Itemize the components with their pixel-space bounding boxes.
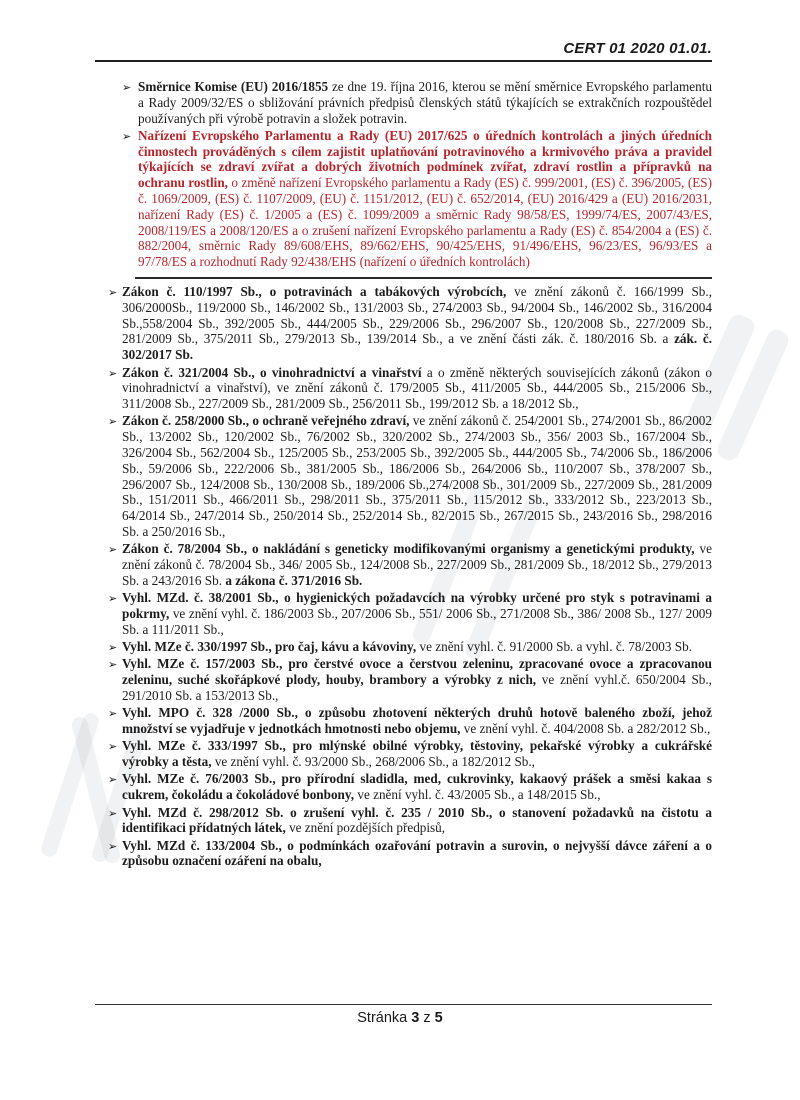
text-run: ve znění vyhl. č. 404/2008 Sb. a 282/2012 Sb., xyxy=(460,721,711,737)
arrow-bullet-icon: ➢ xyxy=(122,129,132,143)
list-item xyxy=(108,771,712,803)
text-run: ve znění pozdějších předpisů, xyxy=(285,820,446,836)
text-run: zák. č. 302/2017 Sb. xyxy=(122,331,712,363)
text-run: a o změně některých souvisejících zákonů (zákon o vinohradnictví a vinařství), ve znění zákonů č. 179/2005 Sb., 411/2005 Sb., 444/2005 Sb., 215/2006 Sb., 311/2008 Sb., 227/2009 Sb., 281/2009 Sb., 256/2011 Sb., 199/2012 Sb. a 18/2012 Sb., xyxy=(122,364,712,412)
list-item xyxy=(108,838,712,870)
text-run: Vyhl. MZd. č. 38/2001 Sb., o hygienických požadavcích na výrobky určené pro styk s potravinami a pokrmy, xyxy=(122,590,712,621)
list-item xyxy=(122,79,712,126)
list-item xyxy=(108,656,712,703)
header-doc-code: CERT 01 2020 01.01. xyxy=(563,40,712,57)
text-run: Vyhl. MZe č. 333/1997 Sb., pro mlýnské obilné výrobky, těstoviny, pekařské výrobky a cukrářské výrobky a těsta, xyxy=(122,738,712,770)
page-footer xyxy=(0,1010,800,1026)
text-run: Zákon č. 258/2000 Sb., o ochraně veřejného zdraví, xyxy=(122,413,410,429)
arrow-bullet-icon: ➢ xyxy=(108,366,118,380)
arrow-bullet-icon: ➢ xyxy=(108,839,118,853)
text-run: ve znění vyhl.č. 650/2004 Sb., 291/2010 Sb. a 153/2013 Sb., xyxy=(122,672,712,703)
footer-rule xyxy=(95,1004,712,1005)
page-word: Stránka xyxy=(357,1010,412,1026)
total-pages: 5 xyxy=(434,1010,443,1026)
text-run: ve znění vyhl. č. 93/2000 Sb., 268/2006 Sb., a 182/2012 Sb., xyxy=(211,754,535,770)
list-item xyxy=(108,805,712,837)
text-run: o změně nařízení Evropského parlamentu a Rady (ES) č. 999/2001, (ES) č. 396/2005, (ES) č. 1069/2009, (ES) č. 1107/2009, (EU) č. 1151/2012, (EU) č. 652/2014, (EU) 2016/429 a (EU) 2016/2031, nařízení Rady (ES) č. 1/2005 a (ES) č. 1099/2009 a směrnic Rady 98/58/ES, 1999/74/ES, 2007/43/ES, 2008/119/ES a 2008/120/ES a o zrušení nařízení Evropského parlamentu a Rady (ES) č. 854/2004 a (ES) č. 882/2004, směrnic Rady 89/608/EHS, 89/662/EHS, 90/425/EHS, 91/496/EHS, 96/23/ES, 96/93/ES a 97/78/ES a rozhodnutí Rady 92/438/EHS (nařízení o úředních kontrolách) xyxy=(138,175,712,270)
text-run: Nařízení Evropského Parlamentu a Rady (EU) 2017/625 o úředních kontrolách a jiných úředních činnostech prováděných s cílem zajistit uplatňování potravinového a krmivového práva a pravidel týkajících se zdraví zvířat a dobrých životních podmínek zvířat, zdraví rostlin a přípravků na ochranu rostlin, xyxy=(138,127,712,191)
arrow-bullet-icon: ➢ xyxy=(122,81,132,94)
list-item xyxy=(108,284,712,363)
header-rule xyxy=(95,60,712,62)
of-word: z xyxy=(419,1010,435,1026)
text-run: ve znění zákonů č. 166/1999 Sb., 306/2000Sb., 119/2000 Sb., 146/2002 Sb., 131/2003 Sb., 274/2003 Sb., 94/2004 Sb., 146/2002 Sb., 316/2004 Sb.,558/2004 Sb., 392/2005 Sb., 444/2005 Sb., 229/2006 Sb., 296/2007 Sb., 120/2008 Sb., 227/2009 Sb., 281/2009 Sb., 375/2011 Sb., 279/2013 Sb., 139/2014 Sb., a ve znění části zák. č. 180/2016 Sb. a xyxy=(122,284,712,347)
arrow-bullet-icon: ➢ xyxy=(108,592,118,606)
text-run: ve znění zákonů č. 254/2001 Sb., 274/2001 Sb., 86/2002 Sb., 13/2002 Sb., 120/2002 Sb., 76/2002 Sb., 320/2002 Sb., 274/2003 Sb., 356/ 2003 Sb., 167/2004 Sb., 326/2004 Sb., 562/2004 Sb., 125/2005 Sb., 253/2005 Sb., 392/2005 Sb., 444/2005 Sb., 74/2006 Sb., 186/2006 Sb., 59/2006 Sb., 222/2006 Sb., 381/2005 Sb., 186/2006 Sb., 264/2006 Sb., 110/2007 Sb., 378/2007 Sb., 296/2007 Sb., 124/2008 Sb., 130/2008 Sb., 189/2006 Sb.,274/2008 Sb., 301/2009 Sb., 227/2009 Sb., 281/2009 Sb., 151/2011 Sb., 466/2011 Sb., 298/2011 Sb., 375/2011 Sb., 115/2012 Sb., 333/2012 Sb., 223/2013 Sb., 64/2014 Sb., 247/2014 Sb., 250/2014 Sb., 252/2014 Sb., 82/2015 Sb., 267/2015 Sb., 243/2016 Sb., 298/2016 Sb. a 250/2016 Sb., xyxy=(122,413,712,540)
text-run: Zákon č. 321/2004 Sb., o vinohradnictví a vinařství xyxy=(122,364,422,380)
page-number: 3 xyxy=(411,1010,420,1026)
arrow-bullet-icon: ➢ xyxy=(108,707,118,721)
text-run: Zákon č. 110/1997 Sb., o potravinách a tabákových výrobcích, xyxy=(122,284,507,300)
page-content xyxy=(95,40,712,871)
text-run: Vyhl. MZd č. 133/2004 Sb., o podmínkách ozařování potravin a surovin, o nejvyšší dávce záření a o způsobu označení ozáření na obalu, xyxy=(122,837,712,869)
eu-legislation-list xyxy=(122,79,712,270)
list-item xyxy=(108,738,712,770)
text-run: ve znění vyhl. č. 91/2000 Sb. a vyhl. č. 78/2003 Sb. xyxy=(416,639,693,655)
text-run: Vyhl. MZe č. 330/1997 Sb., pro čaj, kávu a kávoviny, xyxy=(122,639,417,655)
list-item xyxy=(108,541,712,588)
arrow-bullet-icon: ➢ xyxy=(108,658,118,672)
section-divider xyxy=(135,277,712,279)
arrow-bullet-icon: ➢ xyxy=(108,641,118,655)
arrow-bullet-icon: ➢ xyxy=(108,286,118,300)
list-item xyxy=(108,590,712,637)
czech-legislation-list xyxy=(108,284,712,869)
text-run: Směrnice Komise (EU) 2016/1855 xyxy=(138,79,329,94)
text-run: a zákona č. 371/2016 Sb. xyxy=(225,572,363,588)
text-run: ze dne 19. října 2016, kterou se mění směrnice Evropského parlamentu a Rady 2009/32/ES o sbližování právních předpisů členských států týkajících se extrakčních rozpouštědel používaných při výrobě potravin a složek potravin. xyxy=(138,79,712,126)
text-run: ve znění vyhl. č. 186/2003 Sb., 207/2006 Sb., 551/ 2006 Sb., 271/2008 Sb., 386/ 2008 Sb., 127/ 2009 Sb. a 111/2011 Sb., xyxy=(122,606,712,637)
list-item xyxy=(108,705,712,737)
text-run: Vyhl. MZd č. 298/2012 Sb. o zrušení vyhl. č. 235 / 2010 Sb., o stanovení požadavků na čistotu a identifikaci přídatných látek, xyxy=(122,804,712,836)
text-run: ve znění zákonů č. 78/2004 Sb., 346/ 2005 Sb., 124/2008 Sb., 227/2009 Sb., 281/2009 Sb., 18/2012 Sb., 279/2013 Sb. a 243/2016 Sb. xyxy=(122,541,712,588)
list-item xyxy=(122,128,712,270)
watermark-stroke xyxy=(39,711,101,859)
text-run: Vyhl. MPO č. 328 /2000 Sb., o způsobu zhotovení některých druhů hotově baleného zboží, jehož množství se vyjadřuje v jednotkách hmotnosti nebo objemu, xyxy=(122,705,712,737)
text-run: Zákon č. 78/2004 Sb., o nakládání s geneticky modifikovanými organismy a genetickými produkty, xyxy=(122,541,695,557)
arrow-bullet-icon: ➢ xyxy=(108,740,118,754)
text-run: Vyhl. MZe č. 157/2003 Sb., pro čerstvé ovoce a čerstvou zeleninu, zpracované ovoce a zpracovanou zeleninu, suché skořápkové plody, houby, brambory a výrobky z nich, xyxy=(122,656,712,688)
list-item xyxy=(108,365,712,412)
arrow-bullet-icon: ➢ xyxy=(108,806,118,820)
arrow-bullet-icon: ➢ xyxy=(108,543,118,557)
list-item xyxy=(108,413,712,539)
arrow-bullet-icon: ➢ xyxy=(108,415,118,429)
text-run: ve znění vyhl. č. 43/2005 Sb., a 148/2015 Sb., xyxy=(354,787,601,803)
watermark-stroke xyxy=(714,327,791,464)
arrow-bullet-icon: ➢ xyxy=(108,773,118,787)
list-item xyxy=(108,639,712,655)
text-run: Vyhl. MZe č. 76/2003 Sb., pro přírodní sladidla, med, cukrovinky, kakaový prášek a směsi kakaa s cukrem, čokoládu a čokoládové bonbony, xyxy=(122,771,712,803)
